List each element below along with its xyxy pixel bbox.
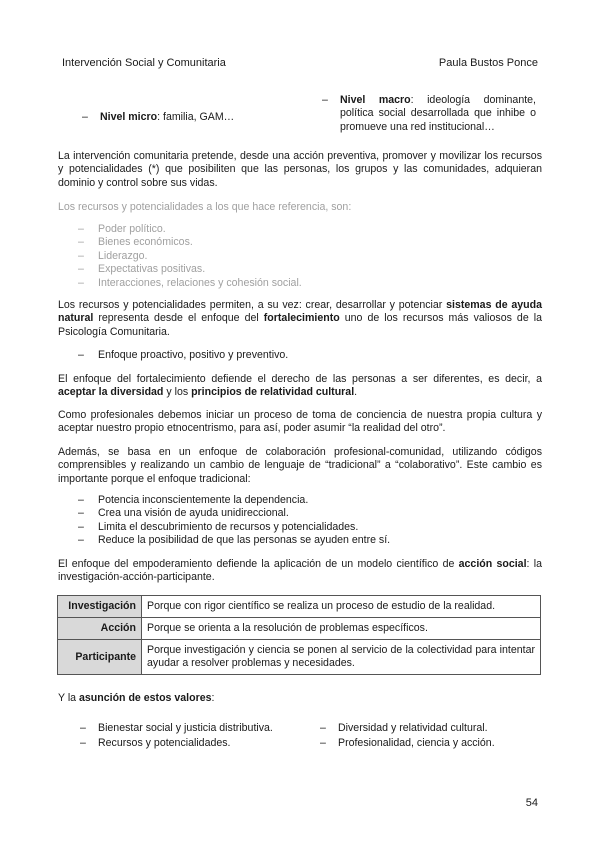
table-key-cell: Participante bbox=[58, 640, 142, 675]
list-item: – Bienestar social y justicia distributiva. bbox=[62, 721, 302, 736]
level-micro-label: Nivel micro bbox=[100, 111, 158, 123]
level-micro-item bbox=[82, 111, 234, 123]
values-list-left bbox=[62, 721, 302, 750]
table-value-cell: Porque investigación y ciencia se ponen al servicio de la colectividad para intentar ayudar a resolver problemas y necesidades. bbox=[142, 640, 541, 675]
values-list-right bbox=[302, 721, 542, 750]
paragraph-ethnocentrism: Como profesionales debemos iniciar un proceso de toma de conciencia de nuestra propia cultura y aceptar nuestro propio etnocentrismo, para así, poder asumir “la realidad del otro”. bbox=[58, 409, 542, 435]
bold-term: asunción de estos valores bbox=[79, 692, 212, 704]
text-span: : la investigación-acción-participante. bbox=[58, 558, 542, 584]
table-key-cell: Acción bbox=[58, 618, 142, 640]
list-item: – Bienes económicos. bbox=[58, 236, 542, 249]
list-item: – Reduce la posibilidad de que las personas se ayuden entre sí. bbox=[58, 534, 542, 547]
list-item: – Poder político. bbox=[58, 223, 542, 236]
table-value-cell: Porque se orienta a la resolución de problemas específicos. bbox=[142, 618, 541, 640]
table-value-cell: Porque con rigor científico se realiza un proceso de estudio de la realidad. bbox=[142, 596, 541, 618]
paragraph-empowerment bbox=[58, 558, 542, 585]
dash-bullet: – bbox=[322, 94, 328, 106]
approach-list bbox=[58, 349, 542, 362]
table-row bbox=[58, 618, 541, 640]
text-span: uno de los recursos más valiosos de la Psicología Comunitaria. bbox=[58, 312, 542, 338]
list-item: – Potencia inconscientemente la dependencia. bbox=[58, 494, 542, 507]
page-header bbox=[62, 57, 538, 69]
text-span: : bbox=[211, 692, 215, 704]
level-micro-text: : familia, GAM… bbox=[157, 111, 235, 123]
level-macro-label: Nivel macro bbox=[340, 94, 411, 106]
list-item: – Enfoque proactivo, positivo y preventivo. bbox=[58, 349, 542, 362]
text-span: El enfoque del empoderamiento defiende la aplicación de un modelo científico de bbox=[58, 558, 459, 570]
text-span: y los bbox=[163, 386, 192, 399]
list-item: – Crea una visión de ayuda unidireccional. bbox=[58, 507, 542, 520]
table-key-cell: Investigación bbox=[58, 596, 142, 618]
page-number: 54 bbox=[525, 797, 538, 809]
dash-bullet: – bbox=[82, 111, 88, 123]
list-item: – Recursos y potencialidades. bbox=[62, 736, 302, 751]
table-row bbox=[58, 640, 541, 675]
table-row bbox=[58, 596, 541, 618]
bold-term: principios de relatividad cultural bbox=[191, 386, 355, 399]
text-span: Y la bbox=[58, 692, 80, 704]
paragraph-intervention: La intervención comunitaria pretende, desde una acción preventiva, promover y movilizar los recursos y potencialidades (*) que posibiliten que las personas, los grupos y las comunidades, adquieran dominio y control sobre sus vidas. bbox=[58, 150, 542, 189]
list-item: – Liderazgo. bbox=[58, 250, 542, 263]
paragraph-values-intro bbox=[58, 692, 542, 705]
values-columns bbox=[62, 721, 542, 750]
iap-table bbox=[57, 595, 541, 675]
text-span: . bbox=[354, 386, 358, 399]
header-author: Paula Bustos Ponce bbox=[438, 57, 538, 69]
text-span: representa desde el enfoque del bbox=[93, 312, 264, 325]
list-item: – Diversidad y relatividad cultural. bbox=[302, 721, 542, 736]
header-course-title: Intervención Social y Comunitaria bbox=[62, 57, 226, 69]
bold-term: fortalecimiento bbox=[263, 312, 340, 325]
list-item: – Limita el descubrimiento de recursos y potencialidades. bbox=[58, 521, 542, 534]
paragraph-collaboration: Además, se basa en un enfoque de colaboración profesional-comunidad, utilizando códigos comprensibles y realizando un cambio de lenguaje de “tradicional” a “colaborativo”. Este cambio es importante porque el enfoque tradicional: bbox=[58, 446, 542, 485]
bold-term: aceptar la diversidad bbox=[58, 386, 164, 399]
level-macro-text: : ideología dominante, política social desarrollada que inhibe o promueve una red institucional… bbox=[340, 94, 536, 133]
paragraph-diversity bbox=[58, 373, 542, 400]
bold-term: sistemas de ayuda natural bbox=[58, 299, 543, 325]
text-span: El enfoque del fortalecimiento defiende el derecho de las personas a ser diferentes, es decir, a bbox=[58, 373, 542, 385]
resources-list bbox=[58, 223, 542, 290]
bold-term: acción social bbox=[458, 558, 527, 570]
text-span: Los recursos y potencialidades permiten, a su vez: crear, desarrollar y potenciar bbox=[58, 299, 447, 311]
list-item: – Interacciones, relaciones y cohesión social. bbox=[58, 277, 542, 290]
paragraph-natural-support bbox=[58, 299, 542, 339]
paragraph-resources-intro: Los recursos y potencialidades a los que hace referencia, son: bbox=[58, 201, 352, 213]
level-macro-item bbox=[322, 94, 536, 134]
list-item: – Expectativas positivas. bbox=[58, 263, 542, 276]
traditional-approach-list bbox=[58, 494, 542, 548]
list-item: – Profesionalidad, ciencia y acción. bbox=[302, 736, 542, 751]
